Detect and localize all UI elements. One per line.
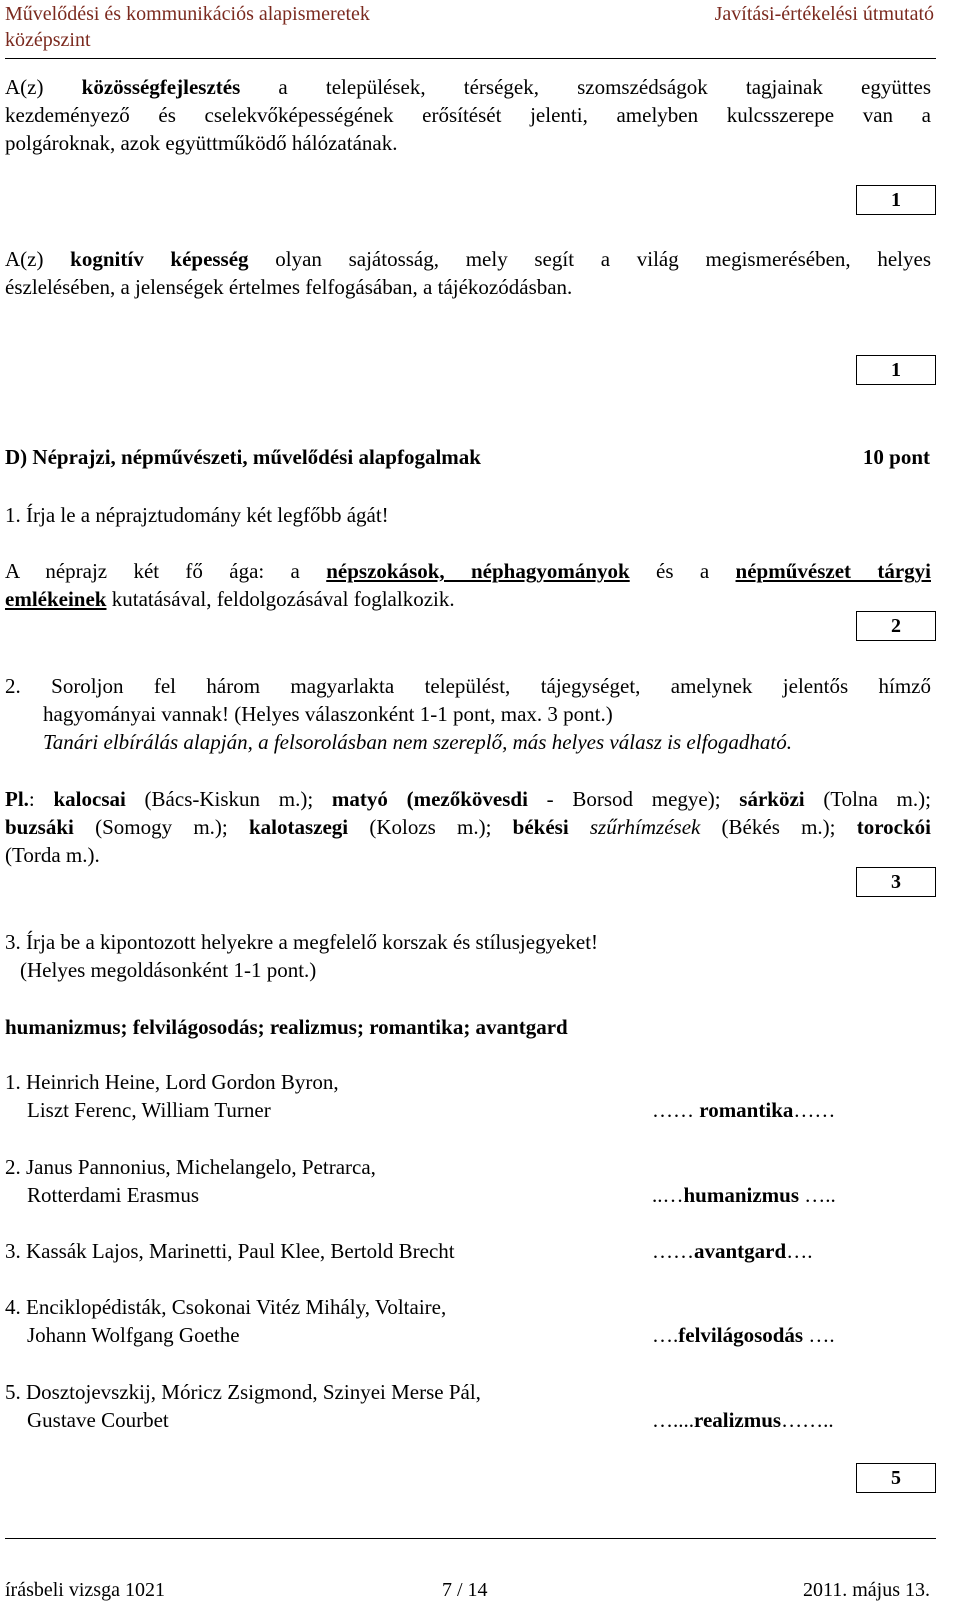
definition-community-line3: polgároknak, azok együttműködő hálózatának. (5, 131, 398, 155)
item-5-answer: …....realizmus…….. (652, 1408, 834, 1432)
definition-community-line2: kezdeményező és cselekvőképességének erősítését jelenti, amelyben kulcsszerepe van a (5, 103, 931, 127)
footer-rule (5, 1538, 936, 1539)
header-level: középszint (5, 29, 91, 51)
definition-community-line1: A(z) közösségfejlesztés a települések, térségek, szomszédságok tagjainak együttes (5, 75, 931, 99)
item-5-line2: Gustave Courbet (27, 1408, 169, 1432)
item-1-line2: Liszt Ferenc, William Turner (27, 1098, 271, 1122)
definition-cognitive-line1: A(z) kognitív képesség olyan sajátosság, mely segít a világ megismerésében, helyes (5, 247, 931, 271)
item-3-answer: ……avantgard…. (652, 1239, 813, 1263)
item-1-answer: …… romantika…… (652, 1098, 836, 1122)
item-4-line1: 4. Enciklopédisták, Csokonai Vitéz Mihály, Voltaire, (5, 1295, 447, 1319)
score-box: 3 (856, 867, 936, 897)
definition-cognitive-line2: észlelésében, a jelenségek értelmes felfogásában, a tájékozódásban. (5, 275, 573, 299)
score-box: 2 (856, 611, 936, 641)
question-3-line2: (Helyes megoldásonként 1-1 pont.) (20, 958, 317, 982)
score-box: 1 (856, 355, 936, 385)
section-title: D) Néprajzi, népművészeti, művelődési alapfogalmak (5, 445, 481, 469)
question-1: 1. Írja le a néprajztudomány két legfőbb ágát! (5, 503, 389, 527)
header-rule (5, 58, 936, 59)
question-3-line1: 3. Írja be a kipontozott helyekre a megfelelő korszak és stílusjegyeket! (5, 930, 599, 954)
item-5-line1: 5. Dosztojevszkij, Móricz Zsigmond, Szinyei Merse Pál, (5, 1380, 481, 1404)
term-community-development: közösségfejlesztés (81, 75, 241, 99)
examples-line1: Pl.: kalocsai (Bács-Kiskun m.); matyó (mezőkövesdi - Borsod megye); sárközi (Tolna m.); (5, 787, 931, 811)
term-cognitive-ability: kognitív képesség (70, 247, 249, 271)
footer-page-number: 7 / 14 (442, 1579, 488, 1601)
style-options: humanizmus; felvilágosodás; realizmus; romantika; avantgard (5, 1015, 568, 1039)
item-4-answer: ….felvilágosodás …. (652, 1323, 835, 1347)
examples-line3: (Torda m.). (5, 843, 100, 867)
score-box: 1 (856, 185, 936, 215)
answer-folk-customs: népszokások, néphagyományok (326, 559, 630, 583)
answer-folk-art: népművészet tárgyi (735, 559, 931, 583)
question-2-note: Tanári elbírálás alapján, a felsorolásban nem szereplő, más helyes válasz is elfogadható. (43, 730, 792, 754)
section-points: 10 pont (862, 445, 930, 469)
answer-1-line2: emlékeinek kutatásával, feldolgozásával foglalkozik. (5, 587, 455, 611)
item-3-line1: 3. Kassák Lajos, Marinetti, Paul Klee, Bertold Brecht (5, 1239, 455, 1263)
item-2-line1: 2. Janus Pannonius, Michelangelo, Petrarca, (5, 1155, 376, 1179)
item-2-answer: ..…humanizmus ….. (652, 1183, 836, 1207)
item-4-line2: Johann Wolfgang Goethe (27, 1323, 240, 1347)
item-1-line1: 1. Heinrich Heine, Lord Gordon Byron, (5, 1070, 339, 1094)
question-2-line2: hagyományai vannak! (Helyes válaszonként 1-1 pont, max. 3 pont.) (43, 702, 613, 726)
examples-line2: buzsáki (Somogy m.); kalotaszegi (Kolozs m.); békési szűrhímzések (Békés m.); torockói (5, 815, 931, 839)
header-doc-title: Művelődési és kommunikációs alapismeretek (5, 3, 370, 25)
footer-date: 2011. május 13. (802, 1579, 930, 1601)
score-box: 5 (856, 1463, 936, 1493)
header-guide-title: Javítási-értékelési útmutató (714, 3, 934, 25)
footer-exam-id: írásbeli vizsga 1021 (5, 1579, 165, 1601)
answer-1-line1: A néprajz két fő ága: a népszokások, néphagyományok és a népművészet tárgyi (5, 559, 931, 583)
item-2-line2: Rotterdami Erasmus (27, 1183, 200, 1207)
question-2-line1: 2. Soroljon fel három magyarlakta települést, tájegységet, amelynek jelentős hímző (5, 674, 931, 698)
